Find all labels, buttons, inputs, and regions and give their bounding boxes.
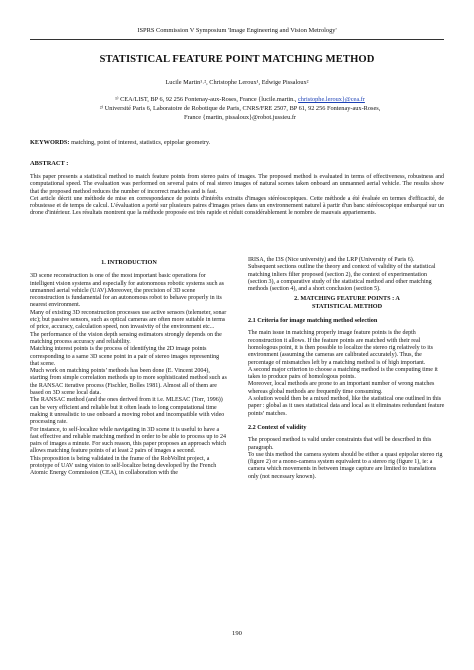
abstract-french: Cet article décrit une méthode de mise en correspondance de points d'intérêts extraits d'images stéréoscopiques. Cette méthode a été évaluée en termes d'efficacité, de robustesse et de temps de calcul. L'évaluation a porté sur plusieurs paires d'images prises dans un environnement naturel à partir d'un banc stéréoscopique embarqué sur un drone d'intérieur. Les résultats montrent que la méthode proposée est très rapide et réduit considérablement le nombre de mauvais appariements.: [30, 195, 444, 217]
intro-paragraph-5: Much work on matching points’ methods has been done (E. Vincent 2004), starting from simple correlation methods up to more sophisticated method such as the RANSAC iterative process (Fischler, Bolles 1981). Almost all of them are based on 3D scene local data.: [30, 368, 227, 397]
page-number: 190: [232, 630, 242, 637]
abstract: [30, 174, 444, 218]
running-header: ISPRS Commission V Symposium 'Image Engineering and Vision Metrology': [137, 27, 337, 34]
right-paragraph-7: The proposed method is valid under constraints that will be described in this paragraph.: [248, 437, 432, 451]
right-column: [248, 257, 446, 481]
right-paragraph-8: To use this method the camera system should be either a quasi epipolar stereo rig (figure 2) or a mono-camera system equivalent to a stereo rig (figure 1), ie: a camera which movements in between image capture are limited to translations only (not necessary known).: [248, 451, 443, 480]
intro-paragraph-8: This proposition is being validated in the frame of the RobVolInt project, a prototype of UAV using vision to self-localize being developed by the French Atomic Energy Commission (CEA), in collaboration with the: [30, 455, 217, 477]
authors-line: Lucile Martin¹˒², Christophe Leroux¹, Edwige Pissaloux²: [165, 79, 309, 86]
affiliation-2-line2: France {martin, pissaloux}@robot.jussieu.fr: [183, 114, 297, 121]
section-1-heading: 1. INTRODUCTION: [101, 259, 157, 266]
right-paragraph-6: A solution would then be a mixed method, like the statistical one outlined in this paper : global as it uses statistical data and local as it eliminates redundant feature points’ matches.: [248, 396, 445, 417]
email-link[interactable]: christophe.leroux}@cea.fr: [298, 96, 365, 103]
right-paragraph-2: Subsequent sections outline the theory and context of validity of the statistical matching inliers filter proposed (section 2), the context of experimentation (section 3), a comparative study of the statistical method and other matching methods (section 4), and a short conclusion (section 5).: [248, 264, 436, 293]
intro-paragraph-6: The RANSAC method (and the ones derived from it i.e. MLESAC (Torr, 1996)) can be very efficient and reliable but it often leads to long computational time making it unrealistic to use onboard a moving robot and incompatible with video processing rate.: [30, 397, 225, 426]
intro-paragraph-1: 3D scene reconstruction is one of the most important basic operations for intelligent vision systems and especially for autonomous robotic systems such as unmanned aerial vehicle (UAV).Moreover, the precision of 3D scene reconstruction is fundamental for an autonomous robot to behave properly in its nearest environment.: [30, 273, 224, 309]
affiliation-1-text: ¹⁾ CEA/LIST, BP 6, 92 256 Fontenay-aux-Roses, France {lucile.martin.,: [115, 96, 299, 103]
keywords-label: KEYWORDS:: [30, 139, 70, 146]
right-paragraph-3: The main issue in matching properly image feature points is the depth reconstruction it allows. If the feature points are matched with their real homologous point, it is then possible to localize the stereo rig relatively to its environment (assuming the cameras are calibrated accurately). Thus, the percentage of mismatches left by a matching method is of high important.: [248, 330, 433, 366]
intro-paragraph-2: Many of existing 3D reconstruction processes use active sensors (telemeter, sonar etc); but passive sensors, such as optical cameras are often more suitable in terms of price, accuracy, calculation speed, non invasivity of the environment etc...: [30, 309, 227, 331]
intro-paragraph-3: The performance of the vision depth sensing estimators strongly depends on the matching process accuracy and reliability.: [30, 331, 222, 345]
paper-title: STATISTICAL FEATURE POINT MATCHING METHOD: [99, 54, 375, 65]
section-2-heading-line1: 2. MATCHING FEATURE POINTS : A: [294, 295, 400, 303]
right-paragraph-5: Moreover, local methods are prone to an important number of wrong matches whereas global methods are frequently time consuming.: [248, 381, 435, 395]
subsection-2-2-heading: 2.2 Context of validity: [248, 423, 307, 431]
intro-paragraph-7: For instance, to self-localize while navigating in 3D scene it is useful to have a fast effective and reliable matching method in order to be able to process up to 24 pairs of images a minute. For such reason, this paper proposes an approach which allows matching feature points of at least 2 pairs of images a second.: [30, 426, 227, 455]
intro-paragraph-4: Matching interest points is the process of identifying the 2D image points corresponding to a same 3D scene point in a pair of stereo images representing that scene.: [30, 346, 220, 367]
affiliation-2: [60, 104, 420, 122]
header-rule: [30, 39, 444, 40]
keywords-text: matching, point of interest, statistics, epipolar geometry.: [69, 139, 211, 146]
keywords: [30, 139, 444, 146]
abstract-heading: ABSTRACT :: [30, 160, 69, 167]
affiliation-2-line1: ²⁾ Université Paris 6, Laboratoire de Robotique de Paris, CNRS/FRE 2507, BP 61, 92 256 Fontenay-aux-Roses,: [99, 105, 381, 112]
right-paragraph-1: IRISA, the I3S (Nice university) and the LRP (University of Paris 6).: [248, 257, 415, 263]
affiliation-1: [60, 95, 420, 104]
subsection-2-1-heading: 2.1 Criteria for image matching method selection: [248, 317, 378, 325]
section-2-heading-line2: STATISTICAL METHOD: [311, 302, 383, 310]
left-column: [30, 257, 228, 478]
section-2-heading: [248, 295, 446, 310]
abstract-english: This paper presents a statistical method to match feature points from stereo pairs of images. The proposed method is evaluated in terms of effectiveness, robustness and computational speed. The evaluation was performed on several pairs of real stereo images of natural scenes taken onboard an unmanned aerial vehicle. The results show that the proposed method reduces the number of incorrect matches and is fast.: [30, 174, 444, 195]
right-paragraph-4: A second major criterion to choose a matching method is the computing time it takes to produce pairs of homologous points.: [248, 366, 438, 381]
